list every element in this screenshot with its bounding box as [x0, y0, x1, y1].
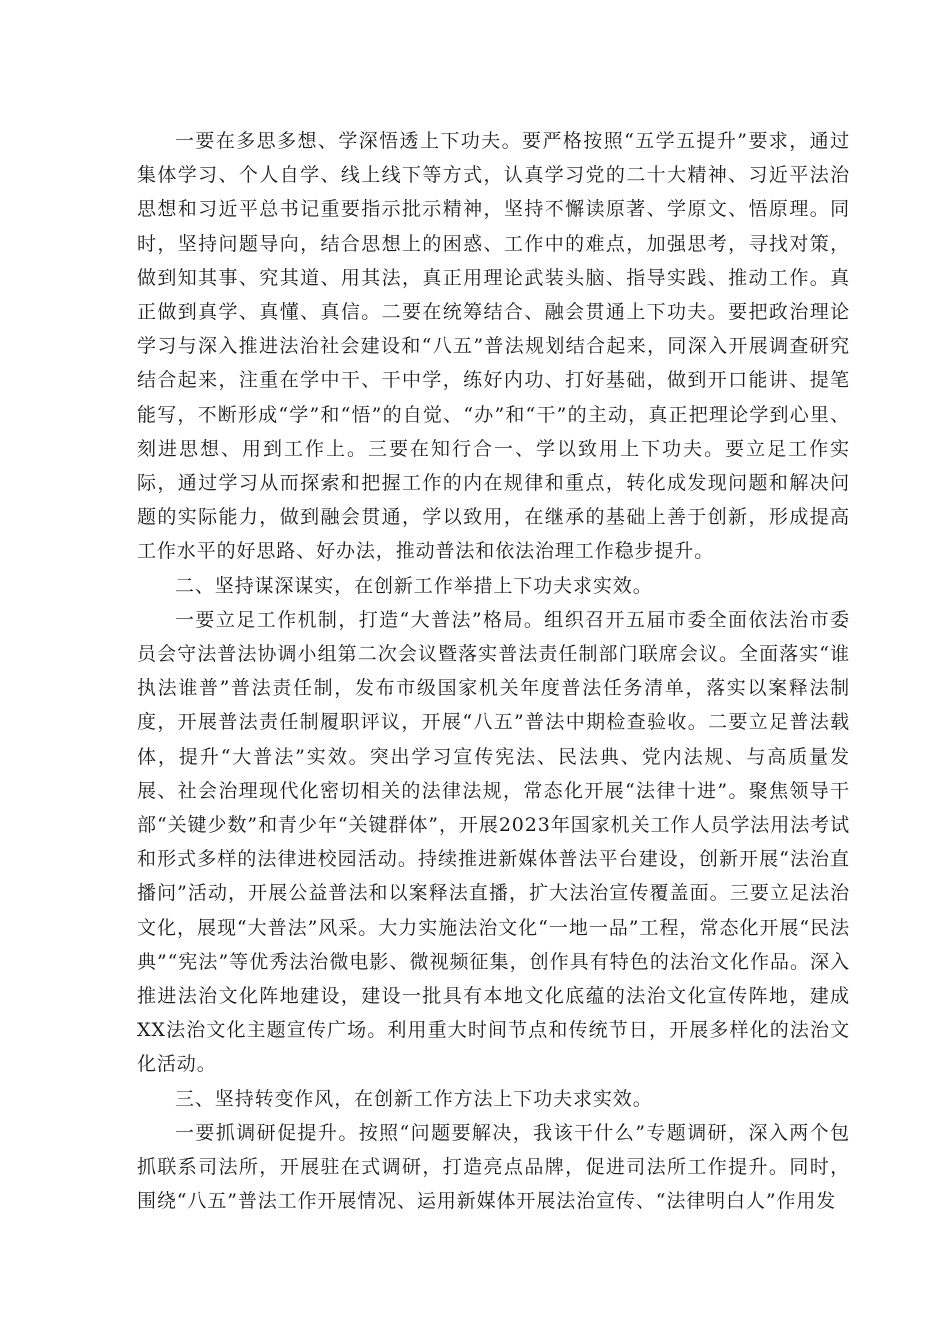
paragraph-study-measures: 一要在多思多想、学深悟透上下功夫。要严格按照“五学五提升”要求，通过集体学习、个人自学、线上线下等方式，认真学习党的二十大精神、习近平法治思想和习近平总书记重要指示批示精神，坚持不懈读原著、学原文、悟原理。同时，坚持问题导向，结合思想上的困惑、工作中的难点，加强思考，寻找对策，做到知其事、究其道、用其法，真正用理论武装头脑、指导实践、推动工作。真正做到真学、真懂、真信。二要在统筹结合、融会贯通上下功夫。要把政治理论学习与深入推进法治社会建设和“八五”普法规划结合起来，同深入开展调查研究结合起来，注重在学中干、干中学，练好内功、打好基础，做到开口能讲、提笔能写，不断形成“学”和“悟”的自觉、“办”和“干”的主动，真正把理论学到心里、刻进思想、用到工作上。三要在知行合一、学以致用上下功夫。要立足工作实际，通过学习从而探索和把握工作的内在规律和重点，转化成发现问题和解决问题的实际能力，做到融会贯通，学以致用，在继承的基础上善于创新，形成提高工作水平的好思路、好办法，推动普法和依法治理工作稳步提升。	[137, 130, 850, 563]
section-heading-two: 二、坚持谋深谋实，在创新工作举措上下功夫求实效。	[175, 574, 653, 597]
paragraph-research-promotion: 一要抓调研促提升。按照“问题要解决，我该干什么”专题调研，深入两个包抓联系司法所，开展驻在式调研，打造亮点品牌，促进司法所工作提升。同时，围绕“八五”普法工作开展情况、运用新媒体开展法治宣传、“法律明白人”作用发	[137, 1121, 850, 1213]
paragraph-work-measures: 一要立足工作机制，打造“大普法”格局。组织召开五届市委全面依法治市委员会守法普法协调小组第二次会议暨落实普法责任制部门联席会议。全面落实“谁执法谁普”普法责任制，发布市级国家机关年度普法任务清单，落实以案释法制度，开展普法责任制履职评议，开展“八五”普法中期检查验收。二要立足普法载体，提升“大普法”实效。突出学习宣传宪法、民法典、党内法规、与高质量发展、社会治理现代化密切相关的法律法规，常态化开展“法律十进”。聚焦领导干部“关键少数”和青少年“关键群体”，开展2023年国家机关工作人员学法用法考试和形式多样的法律进校园活动。持续推进新媒体普法平台建设，创新开展“法治直播问”活动，开展公益普法和以案释法直播，扩大法治宣传覆盖面。三要立足法治文化，展现“大普法”风采。大力实施法治文化“一地一品”工程，常态化开展“民法典”“宪法”等优秀法治微电影、微视频征集，创作具有特色的法治文化作品。深入推进法治文化阵地建设，建设一批具有本地文化底蕴的法治文化宣传阵地，建成XX法治文化主题宣传广场。利用重大时间节点和传统节日，开展多样化的法治文化活动。	[137, 608, 850, 1076]
document-body	[137, 124, 850, 1219]
section-heading-three: 三、坚持转变作风，在创新工作方法上下功夫求实效。	[175, 1087, 653, 1110]
